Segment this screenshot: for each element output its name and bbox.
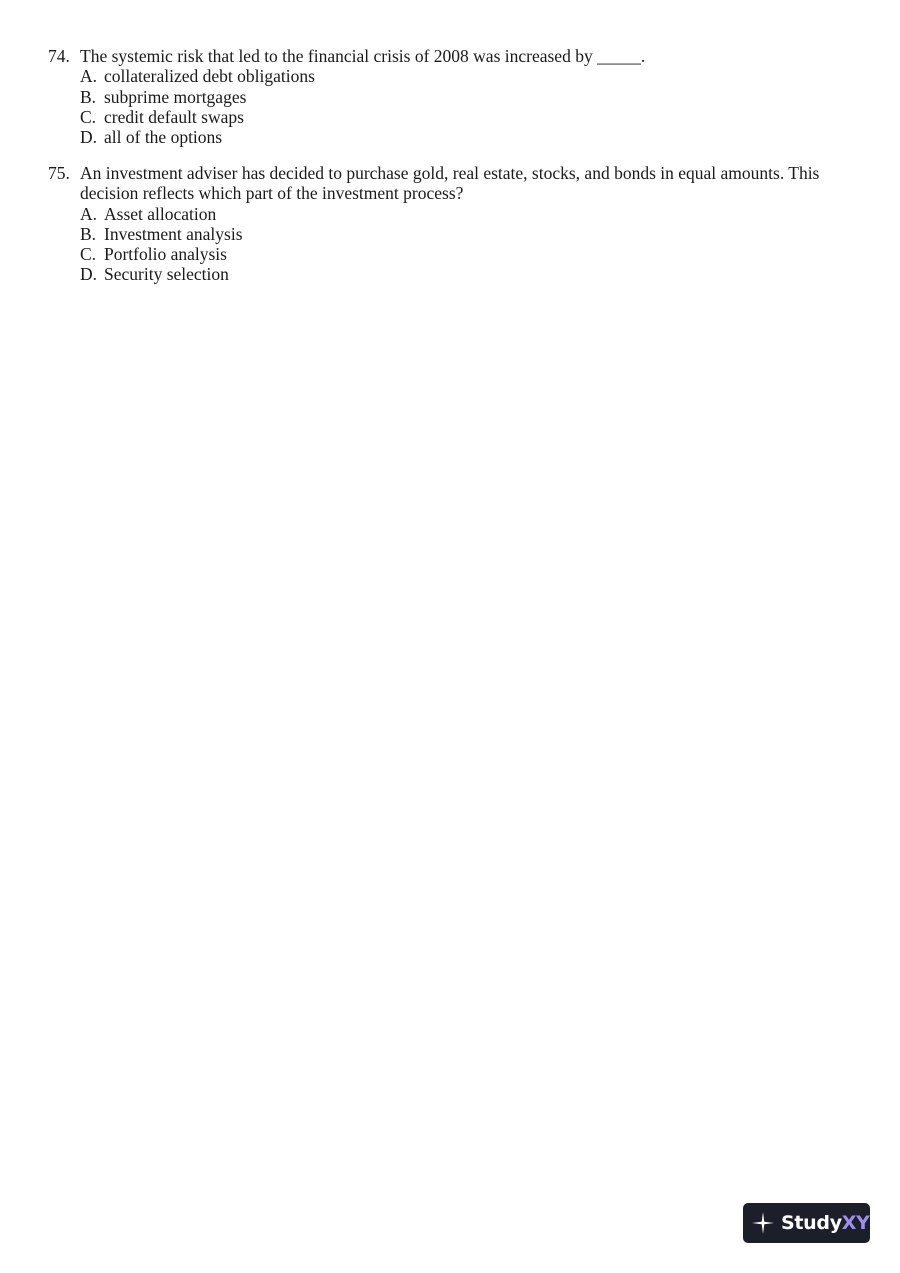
logo-wordmark [781,1212,870,1234]
question-74 [48,46,868,147]
option-text: Investment analysis [104,223,243,244]
question-75 [48,163,868,285]
option-text: Security selection [104,264,229,285]
answer-option-c [80,107,868,127]
option-text: Asset allocation [104,203,217,224]
option-text: credit default swaps [104,106,244,127]
answer-option-a [80,66,868,86]
answer-option-d [80,127,868,147]
answer-option-c [80,244,868,264]
studyxy-logo [743,1203,870,1243]
answer-options [80,204,868,285]
answer-options [80,66,868,147]
answer-option-b [80,87,868,107]
option-letter: D. [80,264,98,285]
logo-text-accent: XY [841,1212,870,1234]
answer-option-b [80,224,868,244]
question-number: 75. [48,163,70,183]
option-letter: C. [80,106,97,127]
answer-option-d [80,264,868,284]
option-letter: B. [80,223,97,244]
option-letter: C. [80,244,97,265]
logo-text-main: Study [781,1212,842,1234]
question-text: An investment adviser has decided to purchase gold, real estate, stocks, and bonds in equal amounts. This decision reflects which part of the investment process? [80,163,820,204]
option-letter: D. [80,127,98,148]
option-letter: B. [80,86,97,107]
option-text: subprime mortgages [104,86,247,107]
plus-sparkle-icon [751,1211,775,1235]
option-text: collateralized debt obligations [104,66,315,87]
option-letter: A. [80,203,98,224]
question-number: 74. [48,46,70,66]
question-text: The systemic risk that led to the financial crisis of 2008 was increased by _____. [80,46,646,66]
answer-option-a [80,204,868,224]
option-letter: A. [80,66,98,87]
option-text: Portfolio analysis [104,244,227,265]
option-text: all of the options [104,127,223,148]
